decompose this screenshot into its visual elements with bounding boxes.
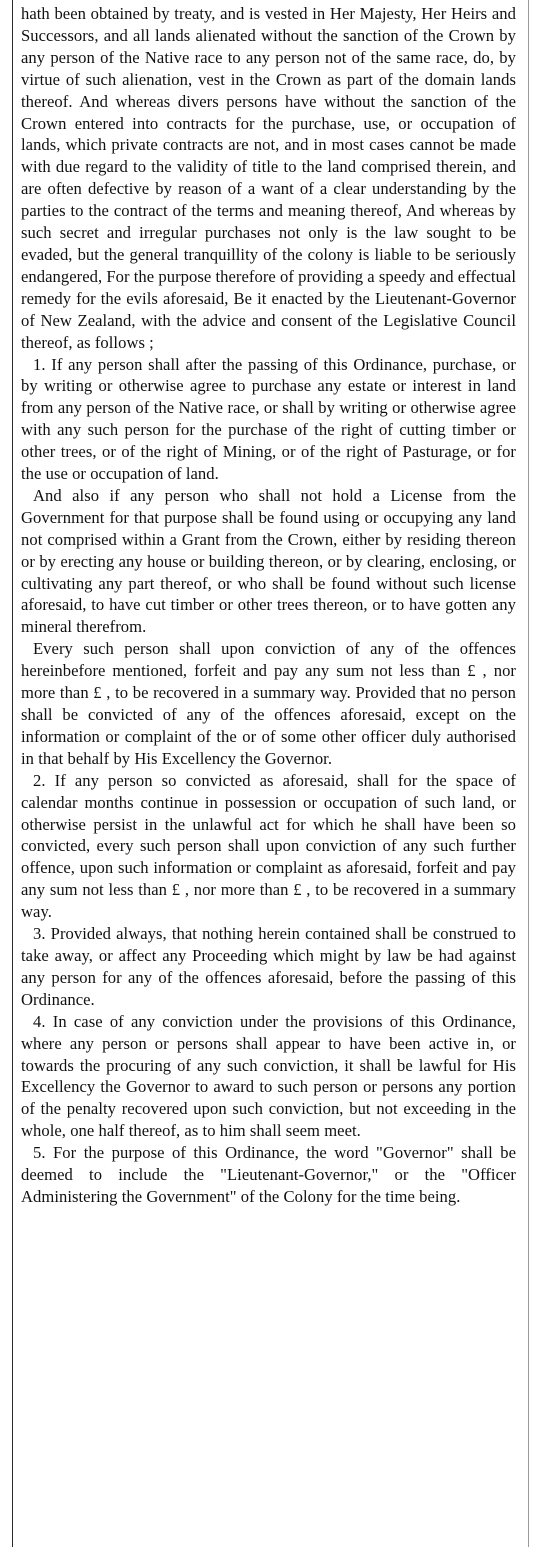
section-3-paragraph: 3. Provided always, that nothing herein contained shall be construed to take away, or affect any Proceeding which might by law be had against any person for any of the offences aforesaid, before the passing of this Ordinance. bbox=[21, 924, 516, 1009]
section-4-paragraph: 4. In case of any conviction under the provisions of this Ordinance, where any person or persons shall appear to have been active in, or towards the procuring of any such conviction, it shall be lawful for His Excellency the Governor to award to such person or persons any portion of the penalty recovered upon such conviction, but not exceeding in the whole, one half thereof, as to him shall seem meet. bbox=[21, 1011, 516, 1141]
section-5-paragraph: 5. For the purpose of this Ordinance, the word "Governor" shall be deemed to include the "Lieutenant-Governor," or the "Officer Administering the Government" of the Colony for the time being. bbox=[21, 1143, 516, 1206]
preamble-paragraph: hath been obtained by treaty, and is vested in Her Majesty, Her Heirs and Successors, and all lands alienated without the sanction of the Crown by any person of the Native race to any person not of the same race, do, by virtue of such alienation, vest in the Crown as part of the domain lands thereof. And whereas divers persons have without the sanction of the Crown entered into contracts for the purchase, use, or occupation of lands, which private contracts are not, and in most cases cannot be made with due regard to the validity of title to the land comprised therein, and are often defective by reason of a want of a clear understanding by the parties to the contract of the terms and meaning thereof, And whereas by such secret and irregular purchases not only is the law sought to be evaded, but the general tranquillity of the colony is liable to be seriously endangered, For the purpose therefore of providing a speedy and effectual remedy for the evils aforesaid, Be it enacted by the Lieutenant-Governor of New Zealand, with the advice and consent of the Legislative Council thereof, as follows ; bbox=[21, 4, 516, 352]
license-paragraph: And also if any person who shall not hold a License from the Government for that purpose shall be found using or occupying any land not comprised within a Grant from the Crown, either by residing thereon or by erecting any house or building thereon, or by clearing, enclosing, or cultivating any part thereof, or who shall be found without such license aforesaid, to have cut timber or other trees thereon, or to have gotten any mineral therefrom. bbox=[21, 485, 516, 637]
section-1-paragraph: 1. If any person shall after the passing of this Ordinance, purchase, or by writing or otherwise agree to purchase any estate or interest in land from any person of the Native race, or shall by writing or otherwise agree with any such person for the purchase of the right of cutting timber or other trees, or of the right of Mining, or of the right of Pasturage, or for the use or occupation of land. bbox=[21, 354, 516, 484]
penalty-paragraph: Every such person shall upon conviction of any of the offences hereinbefore mentioned, forfeit and pay any sum not less than £ , nor more than £ , to be recovered in a summary way. Provided that no person shall be convicted of any of the offences aforesaid, except on the information or complaint of the or of some other officer duly authorised in that behalf by His Excellency the Governor. bbox=[21, 639, 516, 768]
document-column bbox=[12, 0, 520, 1547]
right-column-rule bbox=[528, 0, 529, 1547]
section-2-paragraph: 2. If any person so convicted as aforesaid, shall for the space of calendar months continue in possession or occupation of such land, or otherwise persist in the unlawful act for which he shall have been so convicted, every such person shall upon conviction of any such further offence, upon such information or complaint as aforesaid, forfeit and pay any sum not less than £ , nor more than £ , to be recovered in a summary way. bbox=[21, 770, 516, 922]
